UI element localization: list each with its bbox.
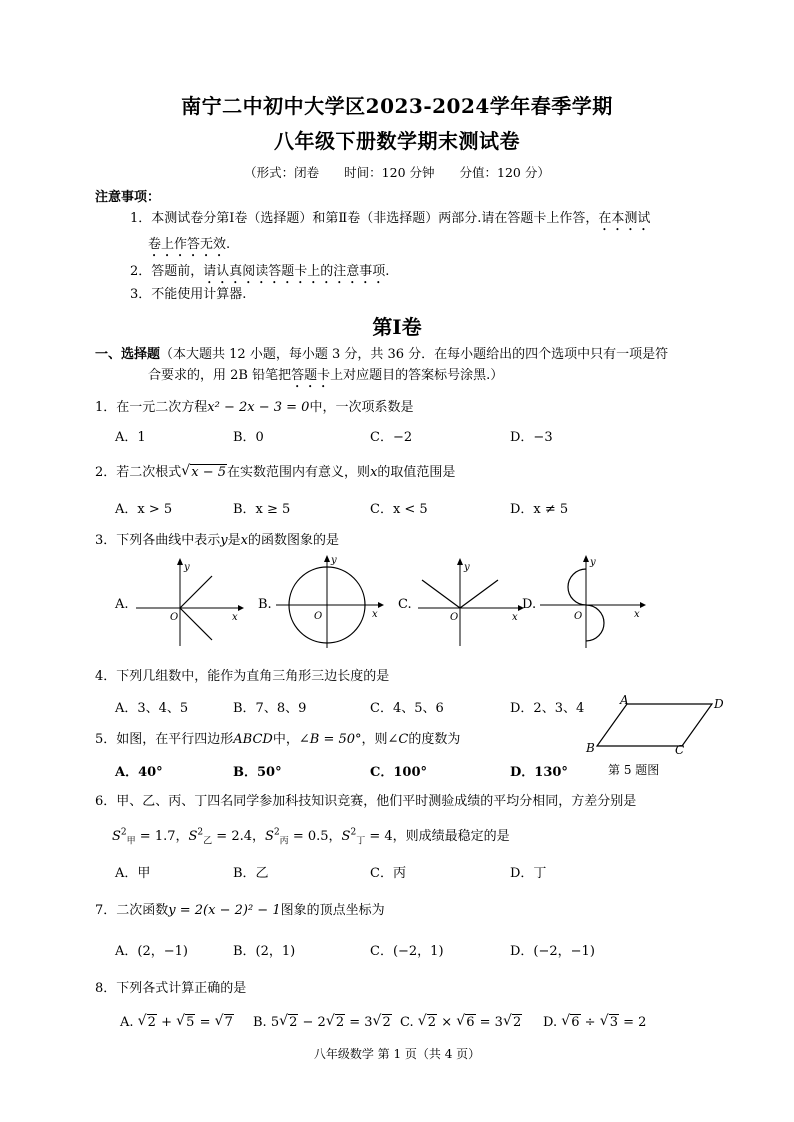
question-2-stem: [95, 461, 455, 480]
q2-option-c[interactable]: C．x < 5: [370, 502, 428, 517]
x-axis-arrow: [378, 602, 384, 608]
x-axis-label: x: [232, 612, 238, 623]
q8-option-a[interactable]: [120, 1015, 234, 1030]
sqrt: [503, 1015, 522, 1030]
q2-option-a[interactable]: A．x > 5: [115, 502, 173, 517]
x-axis-arrow: [640, 602, 646, 608]
vertex-b-label: B: [586, 741, 595, 755]
q6-option-d[interactable]: D．丁: [510, 866, 547, 881]
rad: 2: [382, 1015, 391, 1030]
q6-val1: 1.7，: [154, 829, 189, 844]
q6-option-b[interactable]: B．乙: [233, 866, 269, 881]
notes-item-1-emph2: 卷上作答无效: [148, 237, 227, 252]
q5-stem-b: 中，: [272, 732, 299, 747]
q5-stem-a: 5．如图，在平行四边形: [95, 732, 234, 747]
notes-item-1-end: .: [226, 237, 231, 252]
q6-val4: 4: [384, 829, 393, 844]
question-5-stem: [95, 728, 460, 747]
rad: 2: [147, 1015, 156, 1030]
notes-item-2-end: .: [385, 264, 390, 279]
rad: 2: [427, 1015, 437, 1030]
q1-option-d[interactable]: D．−3: [510, 430, 553, 445]
q6-val2: 2.4，: [231, 829, 266, 844]
sqrt: [600, 1015, 619, 1030]
q2-stem-a: 2．若二次根式: [95, 465, 182, 480]
q1-equation: x² − 2x − 3 = 0: [207, 400, 310, 415]
part1-desc-line2: [148, 364, 503, 391]
origin-label: O: [574, 611, 583, 622]
q5-stem-c: ，则: [361, 732, 388, 747]
ray-up: [180, 576, 212, 608]
q4-option-d[interactable]: D．2、3、4: [510, 701, 585, 716]
op: ÷: [584, 1015, 596, 1030]
q6-tail: ，则成绩最稳定的是: [392, 829, 510, 844]
sqrt: [138, 1015, 157, 1030]
vertex-c-label: C: [675, 743, 685, 756]
x-axis-label: x: [512, 612, 518, 623]
q8-a-label: A.: [120, 1015, 134, 1030]
q3-graph-b[interactable]: [272, 555, 384, 650]
question-7-stem: [95, 899, 385, 918]
y-axis-label: y: [331, 555, 337, 566]
q8-option-b[interactable]: [253, 1015, 392, 1030]
q6-val3: 0.5，: [307, 829, 342, 844]
q5-option-a[interactable]: A．40°: [115, 765, 163, 780]
q6-sub1: 甲: [126, 836, 136, 847]
coef: = 3: [349, 1015, 373, 1030]
q6-s2: S: [188, 829, 198, 844]
q3-stem-b: 是: [227, 533, 241, 548]
parallelogram-shape: [597, 704, 712, 746]
q5-stem-d: 的度数为: [408, 732, 461, 747]
q3-option-d-label[interactable]: D.: [522, 597, 537, 612]
part1-desc2b: 答题卡: [291, 368, 331, 383]
q6-option-a[interactable]: A．甲: [115, 866, 151, 881]
q7-option-d[interactable]: D．(−2，−1): [510, 944, 595, 959]
lower-semicircle: [586, 605, 604, 641]
part1-desc2c: 上对应题目的答案标号涂黑.）: [330, 368, 504, 383]
ray-down: [180, 608, 212, 640]
q7-stem-a: 7．二次函数: [95, 903, 169, 918]
q7-option-a[interactable]: A．(2，−1): [115, 944, 188, 959]
q4-option-a[interactable]: A．3、4、5: [115, 701, 189, 716]
q5-option-c[interactable]: C．100°: [370, 765, 427, 780]
q1-stem-a: 1．在一元二次方程: [95, 400, 208, 415]
rad: 2: [335, 1015, 345, 1030]
part1-label: 一、选择题: [95, 347, 161, 362]
q6-option-c[interactable]: C．丙: [370, 866, 406, 881]
q5-ask: ∠C: [387, 732, 409, 747]
sqrt: [176, 1015, 195, 1030]
rad: 2: [512, 1015, 522, 1030]
q2-option-b[interactable]: B．x ≥ 5: [233, 502, 291, 517]
q5-parallelogram-figure: [582, 694, 732, 756]
q8-d-label: D.: [543, 1015, 558, 1030]
origin-label: O: [170, 612, 179, 623]
question-3-stem: [95, 529, 339, 548]
exam-title-line2: 八年级下册数学期末测试卷: [274, 129, 520, 153]
sqrt: [418, 1015, 437, 1030]
q8-b-label: B.: [253, 1015, 267, 1030]
q6-s3: S: [265, 829, 274, 844]
notes-item-1-cont: [148, 233, 230, 260]
rad: 6: [571, 1015, 580, 1030]
x-axis-label: x: [634, 609, 640, 620]
q8-c-label: C.: [400, 1015, 414, 1030]
notes-item-2-emph: 请认真阅读答题卡上的注意事项: [203, 264, 386, 279]
rad: 2: [289, 1015, 298, 1030]
q7-option-c[interactable]: C．(−2，1): [370, 944, 444, 959]
sqrt: [326, 1015, 345, 1030]
q2-option-d[interactable]: D．x ≠ 5: [510, 502, 569, 517]
q1-option-b[interactable]: B．0: [233, 430, 264, 445]
q3-option-b-label[interactable]: B.: [258, 597, 272, 612]
exam-meta: （形式：闭卷 时间：120 分钟 分值：120 分）: [244, 165, 550, 180]
q6-s4: S: [341, 829, 351, 844]
q2-stem-c: 的取值范围是: [377, 465, 456, 480]
rad: 5: [186, 1015, 195, 1030]
part1-desc2a: 合要求的，用 2B 铅笔把: [148, 368, 292, 383]
y-axis-arrow: [457, 558, 463, 565]
upper-semicircle: [568, 569, 586, 605]
part1-header: [95, 343, 668, 362]
sqrt: [561, 1015, 580, 1030]
q5-name: ABCD: [233, 732, 273, 747]
q7-equation: y = 2(x − 2)² − 1: [168, 903, 281, 918]
notes-item-1: [130, 207, 650, 234]
q5-option-d[interactable]: D．130°: [510, 765, 568, 780]
q3-graph-d[interactable]: [536, 555, 646, 650]
q5-figure-caption: 第 5 题图: [608, 763, 660, 777]
notes-heading: 注意事项：: [95, 190, 161, 205]
exam-title-line1: 南宁二中初中大学区2023-2024学年春季学期: [181, 94, 613, 118]
q3-var-y: y: [220, 533, 228, 548]
page-footer: 八年级数学 第 1 页（共 4 页）: [313, 1047, 481, 1061]
q1-stem-b: 中，一次项系数是: [309, 400, 414, 415]
x-axis-arrow: [238, 605, 244, 611]
notes-item-1-text: 1．本测试卷分第Ⅰ卷（选择题）和第Ⅱ卷（非选择题）两部分.请在答题卡上作答，: [130, 211, 599, 226]
q7-option-b[interactable]: B．(2，1): [233, 944, 296, 959]
ray-right: [460, 580, 498, 608]
q8-option-d[interactable]: [543, 1015, 646, 1030]
q3-option-c-label[interactable]: C.: [398, 597, 412, 612]
y-axis-arrow: [177, 558, 183, 565]
q2-radicand: x − 5: [191, 465, 227, 480]
q2-var: x: [370, 465, 378, 480]
notes-item-1-emph: 在本测试: [598, 211, 651, 226]
op: =: [199, 1015, 211, 1030]
op: = 2: [623, 1015, 647, 1030]
notes-item-2-text: 2．答题前，: [130, 264, 204, 279]
sqrt: [279, 1015, 298, 1030]
question-6-stem: 6．甲、乙、丙、丁四名同学参加科技知识竞赛，他们平时测验成绩的平均分相同，方差分别是: [95, 794, 637, 809]
notes-item-3: 3．不能使用计算器.: [130, 287, 247, 302]
part1-desc-line1: （本大题共 12 小题，每小题 3 分，共 36 分．在每小题给出的四个选项中只有一项是符: [160, 347, 669, 362]
question-1-stem: [95, 396, 413, 415]
q6-sub4: 丁: [356, 836, 366, 847]
vertex-a-label: A: [620, 694, 629, 707]
op: ×: [441, 1015, 453, 1030]
coef: = 3: [479, 1015, 503, 1030]
op: +: [161, 1015, 172, 1030]
y-axis-arrow: [324, 555, 330, 562]
q3-option-a-label[interactable]: A.: [115, 597, 129, 612]
q6-variances: $S^2_甲 = 1.7$，$S^2_乙 = 2.4$，$S^2_丙 = 0.5$，$S^2_丁 = 4$，则成绩最稳定的是: [112, 827, 510, 847]
x-axis-label: x: [372, 609, 378, 620]
q2-stem-b: 在实数范围内有意义，则: [227, 465, 371, 480]
sqrt: [456, 1015, 475, 1030]
y-axis-arrow: [583, 555, 589, 562]
q2-sqrt: [181, 465, 227, 480]
q8-option-c[interactable]: [400, 1015, 522, 1030]
q6-sub3: 丙: [279, 836, 289, 847]
q3-stem-c: 的函数图象的是: [248, 533, 340, 548]
sqrt: [373, 1015, 392, 1030]
vertex-d-label: D: [714, 697, 724, 711]
y-axis-label: y: [184, 562, 190, 573]
sqrt: [215, 1015, 234, 1030]
q3-graph-c[interactable]: [414, 558, 524, 648]
rad: 7: [224, 1015, 233, 1030]
q1-option-a[interactable]: A．1: [115, 430, 146, 445]
q5-cond: ∠B = 50°: [298, 732, 362, 747]
q6-sub2: 乙: [203, 836, 213, 847]
y-axis-label: y: [464, 562, 470, 573]
origin-label: O: [450, 612, 459, 623]
y-axis-label: y: [590, 557, 596, 568]
q5-option-b[interactable]: B．50°: [233, 765, 282, 780]
q1-option-c[interactable]: C．−2: [370, 430, 413, 445]
rad: 6: [466, 1015, 475, 1030]
q3-stem-a: 3．下列各曲线中表示: [95, 533, 221, 548]
q7-stem-b: 图象的顶点坐标为: [280, 903, 385, 918]
q3-graph-a[interactable]: [132, 558, 244, 648]
q4-option-c[interactable]: C．4、5、6: [370, 701, 444, 716]
ray-left: [422, 580, 460, 608]
q6-s1: S: [112, 829, 121, 844]
coef: 5: [270, 1015, 280, 1030]
section-title: 第Ⅰ卷: [372, 315, 422, 339]
q3-var-x: x: [240, 533, 248, 548]
origin-label: O: [314, 611, 323, 622]
question-8-stem: 8．下列各式计算正确的是: [95, 981, 247, 996]
q4-option-b[interactable]: B．7、8、9: [233, 701, 307, 716]
coef: − 2: [302, 1015, 326, 1030]
question-4-stem: 4．下列几组数中，能作为直角三角形三边长度的是: [95, 669, 390, 684]
rad: 3: [609, 1015, 618, 1030]
